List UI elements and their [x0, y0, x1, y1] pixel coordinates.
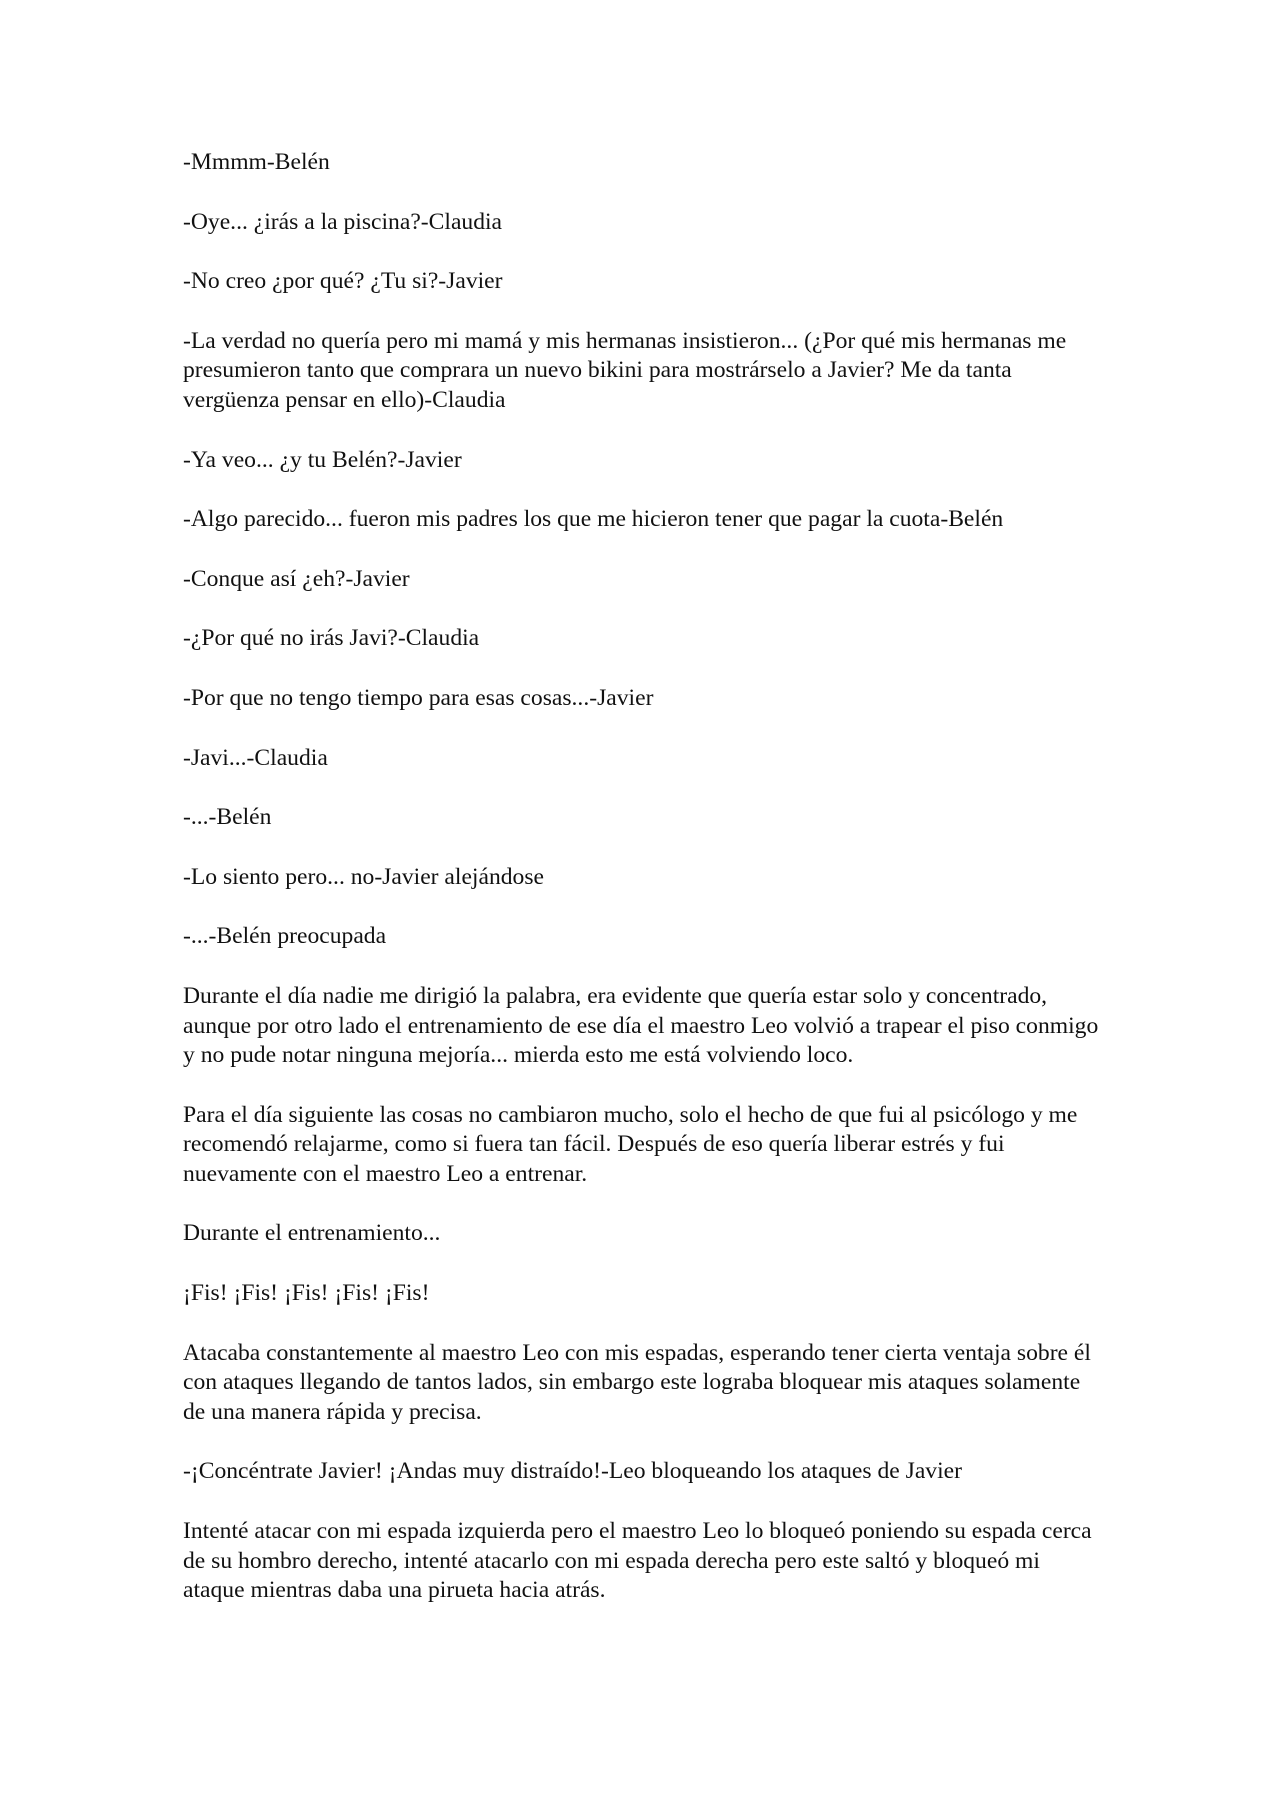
paragraph: -Lo siento pero... no-Javier alejándose [183, 863, 544, 890]
paragraph: Atacaba constantemente al maestro Leo con mis espadas, esperando tener cierta ventaja sobre él con ataques llegando de tantos lados, sin embargo este lograba bloquear mis ataques solamente de una manera rápida y precisa. [183, 1339, 1091, 1425]
paragraph: -¿Por qué no irás Javi?-Claudia [183, 625, 480, 652]
paragraph: Durante el entrenamiento... [183, 1220, 441, 1247]
paragraph: -Javi...-Claudia [183, 744, 328, 771]
paragraph: -Por que no tengo tiempo para esas cosas...-Javier [183, 684, 654, 711]
paragraph: -Algo parecido... fueron mis padres los que me hicieron tener que pagar la cuota-Belén [183, 506, 1004, 533]
paragraph: -Conque así ¿eh?-Javier [183, 565, 410, 592]
paragraph: -Oye... ¿irás a la piscina?-Claudia [183, 208, 503, 235]
paragraph: -La verdad no quería pero mi mamá y mis hermanas insistieron... (¿Por qué mis hermanas me presumieron tanto que comprara un nuevo bikini para mostrárselo a Javier? Me da tanta vergüenza pensar en ello)-Claudia [183, 327, 1067, 413]
paragraph: -Mmmm-Belén [183, 149, 330, 175]
paragraph: ¡Fis! ¡Fis! ¡Fis! ¡Fis! ¡Fis! [183, 1280, 430, 1307]
paragraph: Durante el día nadie me dirigió la palabra, era evidente que quería estar solo y concentrado, aunque por otro lado el entrenamiento de ese día el maestro Leo volvió a trapear el piso conmigo y no pude notar ninguna mejoría... mierda esto me está volviendo loco. [183, 982, 1099, 1069]
paragraph: -...-Belén preocupada [183, 923, 387, 950]
paragraph: Intenté atacar con mi espada izquierda pero el maestro Leo lo bloqueó poniendo su espada cerca de su hombro derecho, intenté atacarlo con mi espada derecha pero este saltó y bloqueó mi ataque mientras daba una pirueta hacia atrás. [183, 1518, 1092, 1604]
paragraph: -No creo ¿por qué? ¿Tu si?-Javier [183, 268, 503, 295]
paragraph: Para el día siguiente las cosas no cambiaron mucho, solo el hecho de que fui al psicólogo y me recomendó relajarme, como si fuera tan fácil. Después de eso quería liberar estrés y fui nuevamente con el maestro Leo a entrenar. [183, 1101, 1078, 1187]
paragraph: -Ya veo... ¿y tu Belén?-Javier [183, 446, 462, 473]
document-body [183, 148, 1103, 1606]
paragraph: -...-Belén [183, 804, 272, 831]
paragraph: -¡Concéntrate Javier! ¡Andas muy distraído!-Leo bloqueando los ataques de Javier [183, 1458, 962, 1485]
